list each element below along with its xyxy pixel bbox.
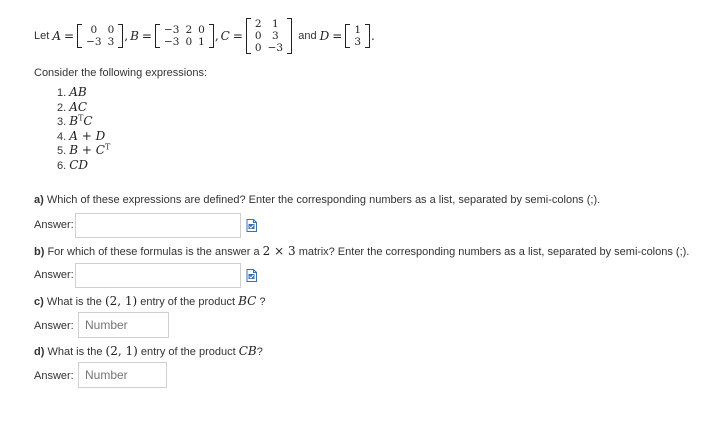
matrix-entry: 2 [185, 24, 193, 36]
matrix-entry: 0 [185, 36, 193, 48]
intro-text: Consider the following expressions: [34, 67, 208, 79]
matrix-c [246, 18, 292, 54]
matrix-b-symbol: B [130, 29, 139, 43]
matrix-entry: 0 [90, 24, 98, 36]
matrix-entry: −3 [267, 42, 284, 54]
matrix-entry: 0 [107, 24, 115, 36]
list-item: 5. $B + C^T$ [57, 142, 111, 158]
answer-d-number-input[interactable] [78, 362, 167, 388]
answer-a-label: Answer: [34, 219, 74, 231]
answer-b-label: Answer: [34, 269, 74, 281]
matrix-entry: 1 [354, 24, 362, 36]
matrix-entry: 3 [354, 36, 362, 48]
answer-a-input[interactable] [75, 213, 241, 238]
matrix-d [345, 24, 370, 48]
list-item: 1. AB [57, 85, 87, 99]
answer-d-label: Answer: [34, 370, 74, 382]
matrix-entry: 2 [254, 18, 262, 30]
answer-c-number-input[interactable] [78, 312, 169, 338]
matrix-c-symbol: C [220, 29, 230, 43]
equation-preview-icon[interactable] [246, 269, 257, 282]
equation-preview-icon[interactable] [246, 219, 257, 232]
matrix-d-symbol: D [319, 29, 330, 43]
matrix-entry: 3 [107, 36, 115, 48]
question-a: a) Which of these expressions are defined? Enter the corresponding numbers as a list, separated by semi-colons (;). [34, 194, 601, 206]
list-item: 2. AC [57, 99, 88, 114]
matrix-entry: −3 [86, 36, 102, 48]
answer-b-input[interactable] [75, 263, 241, 288]
question-c: c) What is the (2, 1) entry of the product BC ? [34, 294, 266, 308]
question-d: d) What is the (2, 1) entry of the product CB? [34, 344, 263, 358]
matrix-entry: 3 [272, 30, 279, 42]
matrix-entry: 1 [272, 18, 279, 30]
matrix-a [77, 24, 123, 48]
list-item: 3. $B^TC$ [57, 113, 93, 129]
matrix-entry: 0 [254, 42, 262, 54]
list-item: 6. CD [57, 157, 89, 172]
answer-c-label: Answer: [34, 320, 74, 332]
matrix-b [155, 24, 214, 48]
matrix-entry: 0 [254, 30, 262, 42]
question-b: b) For which of these formulas is the answer a 2 × 3 matrix? Enter the corresponding numbers as a list, separated by semi-colons (;). [34, 244, 690, 258]
matrix-entry: 0 [198, 24, 205, 36]
matrix-entry: 1 [198, 36, 205, 48]
let-text: Let [34, 30, 50, 42]
and-text: and [298, 30, 317, 42]
matrix-definitions: Let A = 0 0 −3 3 , B = −3 2 0 −3 0 1 , C = 2 1 0 3 0 −3 and D = 1 3 . [34, 18, 375, 54]
expression-list [57, 85, 110, 173]
matrix-a-symbol: A [52, 29, 62, 43]
matrix-entry: −3 [163, 24, 180, 36]
matrix-entry: −3 [163, 36, 180, 48]
list-item: 4. A + D [57, 128, 106, 143]
